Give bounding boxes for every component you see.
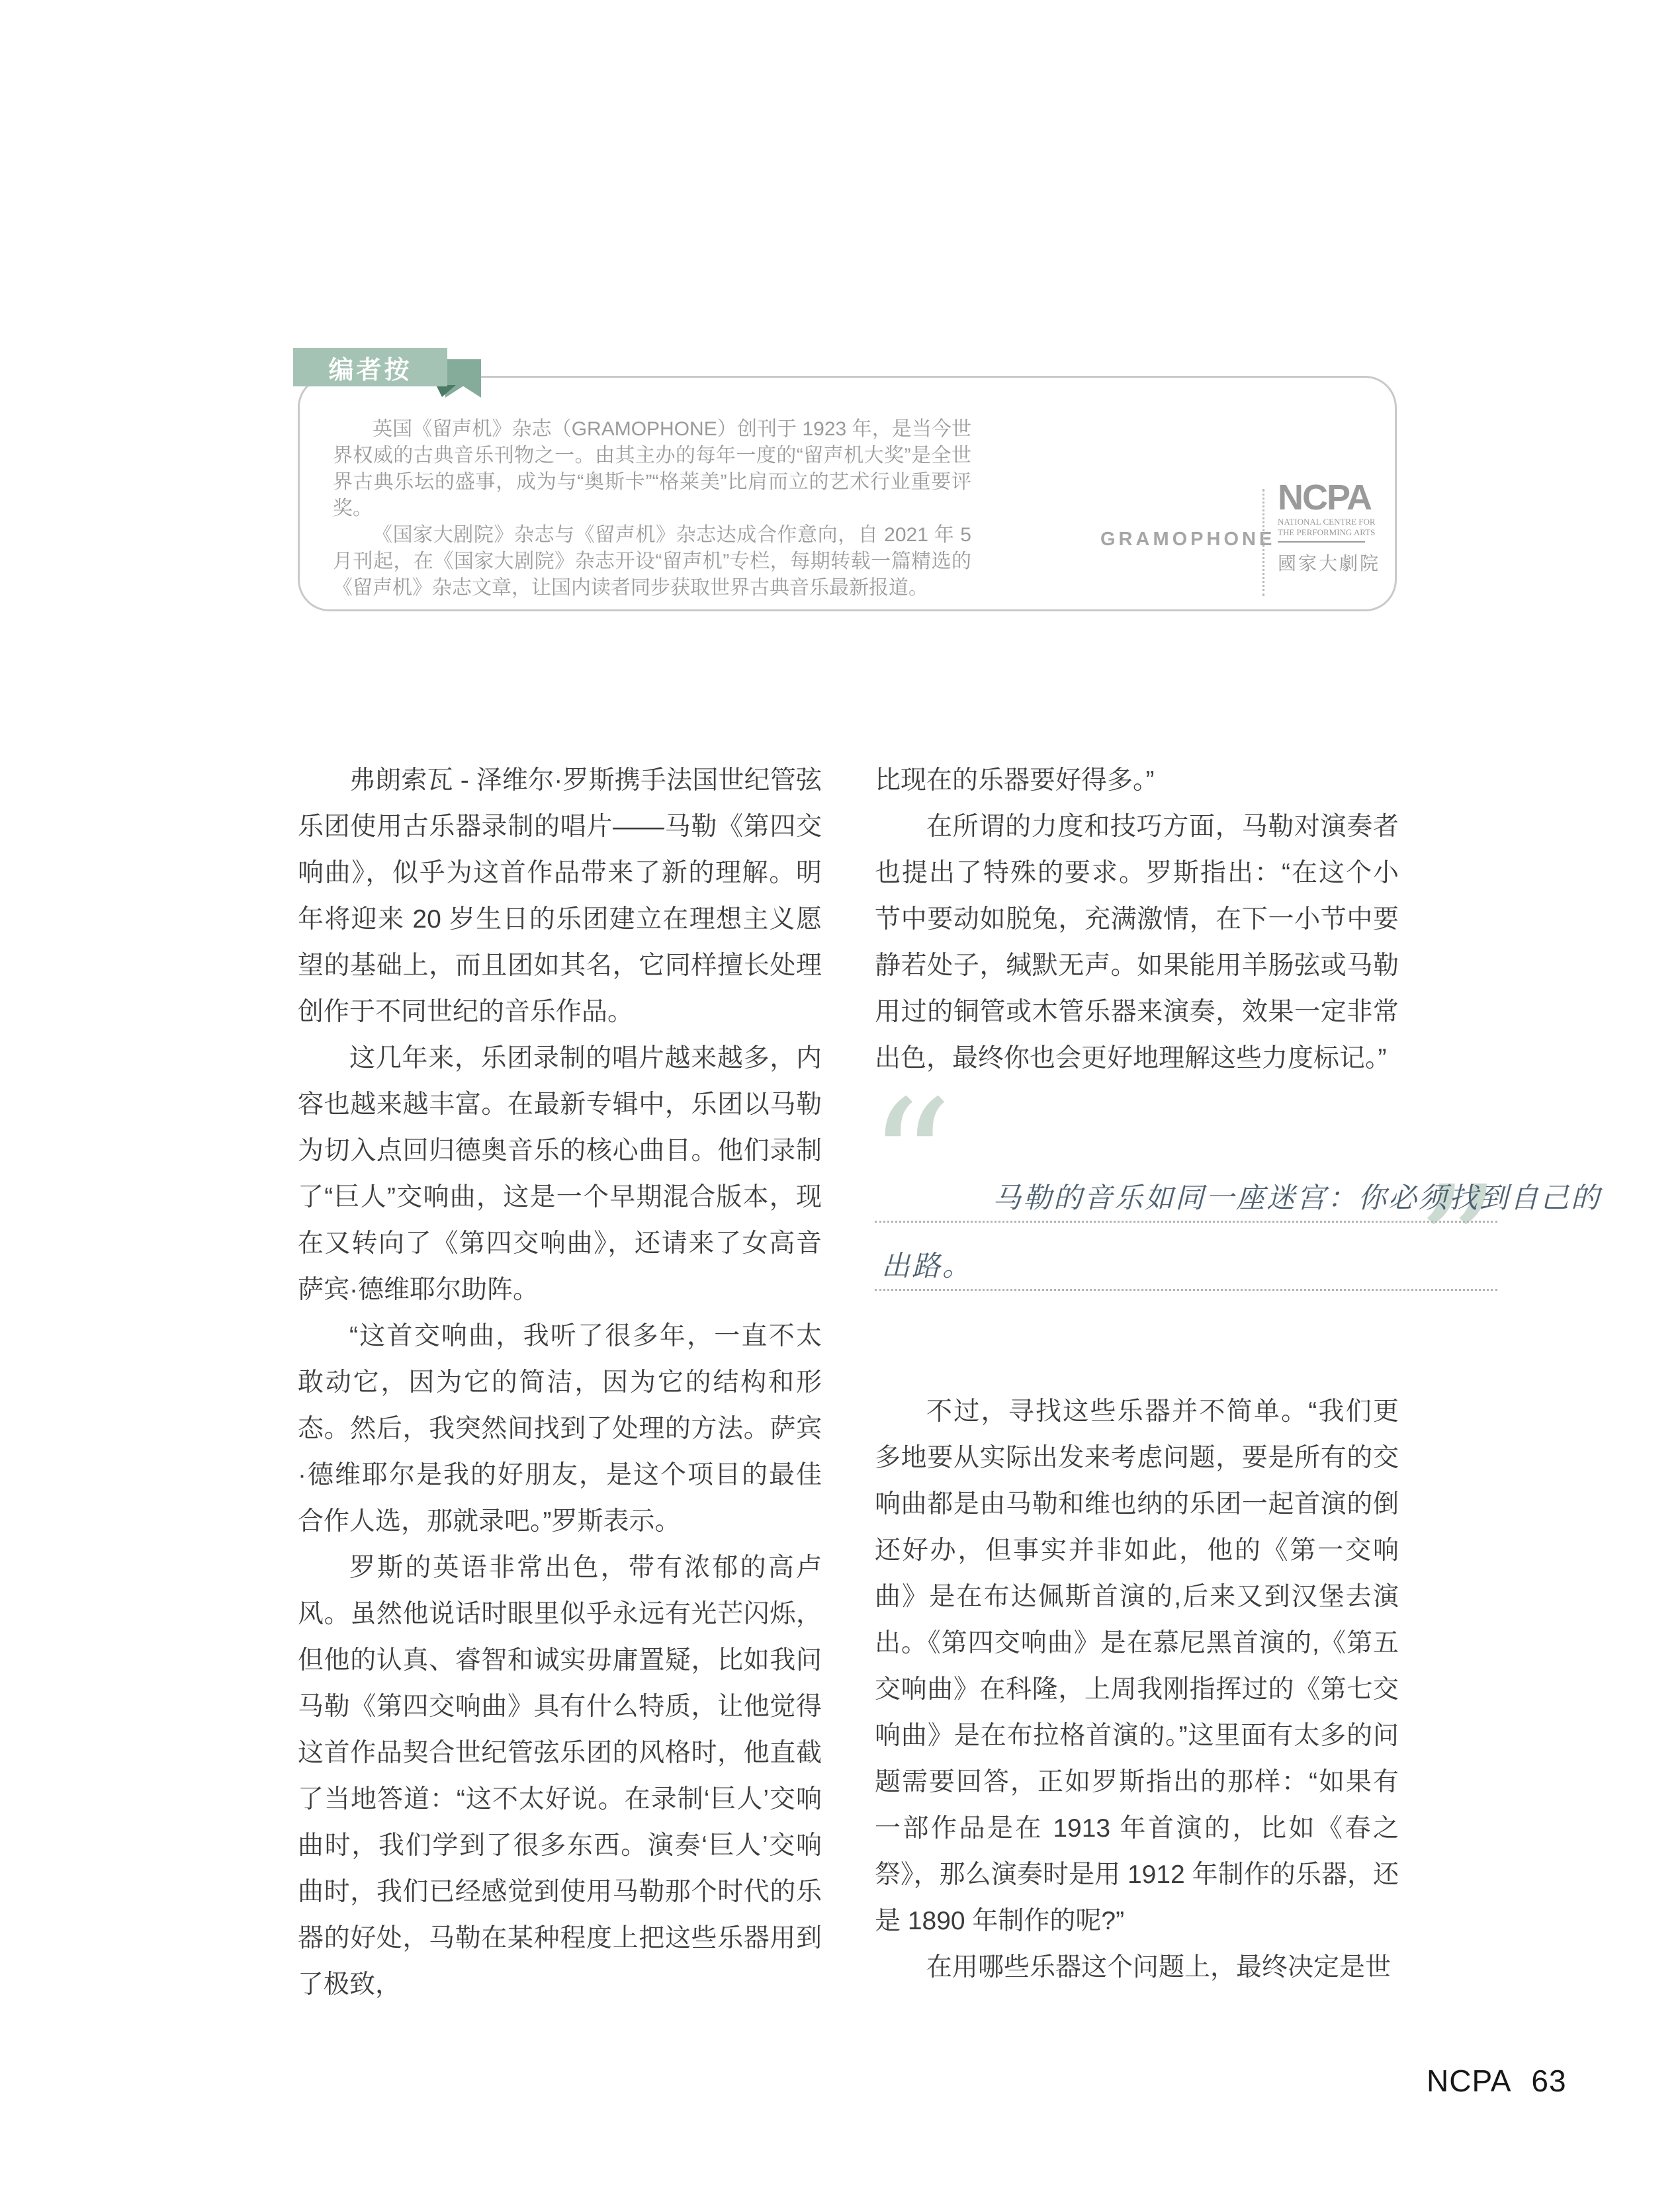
- article-right-column: [868, 758, 1601, 1991]
- pull-quote-line1: 马勒的音乐如同一座迷宫：你必须找到自己的: [993, 1183, 1601, 1214]
- pull-quote-line2: 出路。: [881, 1251, 973, 1282]
- page-footer: [1427, 2063, 1567, 2099]
- footer-brand: NCPA: [1427, 2064, 1512, 2098]
- ncpa-logo-chinese-name: 國家大劇院: [1278, 554, 1381, 574]
- gramophone-logo: GRAMOPHONE: [1100, 529, 1276, 550]
- open-quote-icon: “: [868, 1065, 953, 1257]
- article-paragraph: 在所谓的力度和技巧方面，马勒对演奏者也提出了特殊的要求。罗斯指出：“在这个小节中要动如脱兔，充满激情，在下一小节中要静若处子，缄默无声。如果能用羊肠弦或马勒用过的铜管或木管乐器来演奏，效果一定非常出色，最终你也会更好地理解这些力度标记。”: [875, 812, 1399, 1072]
- logo-divider: [1262, 489, 1264, 596]
- article-paragraph: 弗朗索瓦 - 泽维尔·罗斯携手法国世纪管弦乐团使用古乐器录制的唱片——马勒《第四交响曲》，似乎为这首作品带来了新的理解。明年将迎来 20 岁生日的乐团建立在理想主义愿望的基础上，而且团如其名，它同样擅长处理创作于不同世纪的音乐作品。: [298, 766, 822, 1026]
- article-paragraph: 不过，寻找这些乐器并不简单。“我们更多地要从实际出发来考虑问题，要是所有的交响曲都是由马勒和维也纳的乐团一起首演的倒还好办，但事实并非如此，他的《第一交响曲》是在布达佩斯首演的,后来又到汉堡去演出。《第四交响曲》是在慕尼黑首演的,《第五交响曲》在科隆，上周我刚指挥过的《第七交响曲》是在布拉格首演的。”这里面有太多的问题需要回答，正如罗斯指出的那样：“如果有一部作品是在 1913 年首演的，比如《春之祭》，那么演奏时是用 1912 年制作的乐器，还是 1890 年制作的呢?”: [875, 1397, 1399, 1935]
- article-paragraph: 罗斯的英语非常出色，带有浓郁的高卢风。虽然他说话时眼里似乎永远有光芒闪烁，但他的认真、睿智和诚实毋庸置疑，比如我问马勒《第四交响曲》具有什么特质，让他觉得这首作品契合世纪管弦乐团的风格时，他直截了当地答道：“这不太好说。在录制‘巨人’交响曲时，我们学到了很多东西。演奏‘巨人’交响曲时，我们已经感觉到使用马勒那个时代的乐器的好处，马勒在某种程度上把这些乐器用到了极致，: [298, 1553, 822, 1999]
- ncpa-subtitle-line1: NATIONAL CENTRE FOR: [1278, 517, 1376, 527]
- article-paragraph: 在用哪些乐器这个问题上，最终决定是世: [926, 1953, 1392, 1982]
- article-left-column: [298, 758, 822, 2008]
- article-paragraph: 比现在的乐器要好得多。”: [875, 766, 1155, 795]
- editor-note-label: 编者按: [328, 356, 412, 384]
- editor-note-ribbon: [293, 348, 447, 386]
- ncpa-logo-acronym: NCPA: [1278, 478, 1372, 517]
- ncpa-subtitle-line2: THE PERFORMING ARTS: [1278, 527, 1376, 537]
- footer-page-number: 63: [1531, 2064, 1567, 2098]
- ncpa-logo: [1278, 478, 1381, 576]
- editor-note-paragraph: 《国家大剧院》杂志与《留声机》杂志达成合作意向，自 2021 年 5 月刊起，在《国家大剧院》杂志开设“留声机”专栏，每期转载一篇精选的《留声机》杂志文章，让国内读者同步获取世界古典音乐最新报道。: [333, 524, 971, 599]
- pull-quote-row: [875, 1128, 1601, 1223]
- close-quote-icon: ”: [1415, 1151, 1500, 1343]
- article-paragraph: “这首交响曲，我听了很多年，一直不太敢动它，因为它的简洁，因为它的结构和形态。然后，我突然间找到了处理的方法。萨宾·德维耶尔是我的好朋友，是这个项目的最佳合作人选，那就录吧。”罗斯表示。: [298, 1322, 822, 1536]
- pull-quote: [868, 1065, 1601, 1343]
- editor-note-box: [298, 356, 1397, 611]
- ncpa-logo-subtitle: [1278, 517, 1376, 543]
- pull-quote-row: [875, 1223, 1497, 1291]
- ribbon-tail-shape: [445, 359, 481, 398]
- editor-note-paragraph: 英国《留声机》杂志（GRAMOPHONE）创刊于 1923 年，是当今世界权威的古典音乐刊物之一。由其主办的每年一度的“留声机大奖”是全世界古典乐坛的盛事，成为与“奥斯卡”“格莱美”比肩而立的艺术行业重要评奖。: [333, 418, 971, 519]
- article-paragraph: 这几年来，乐团录制的唱片越来越多，内容也越来越丰富。在最新专辑中，乐团以马勒为切入点回归德奥音乐的核心曲目。他们录制了“巨人”交响曲，这是一个早期混合版本，现在又转向了《第四交响曲》，还请来了女高音萨宾·德维耶尔助阵。: [298, 1044, 822, 1304]
- editor-note-text: [333, 416, 971, 601]
